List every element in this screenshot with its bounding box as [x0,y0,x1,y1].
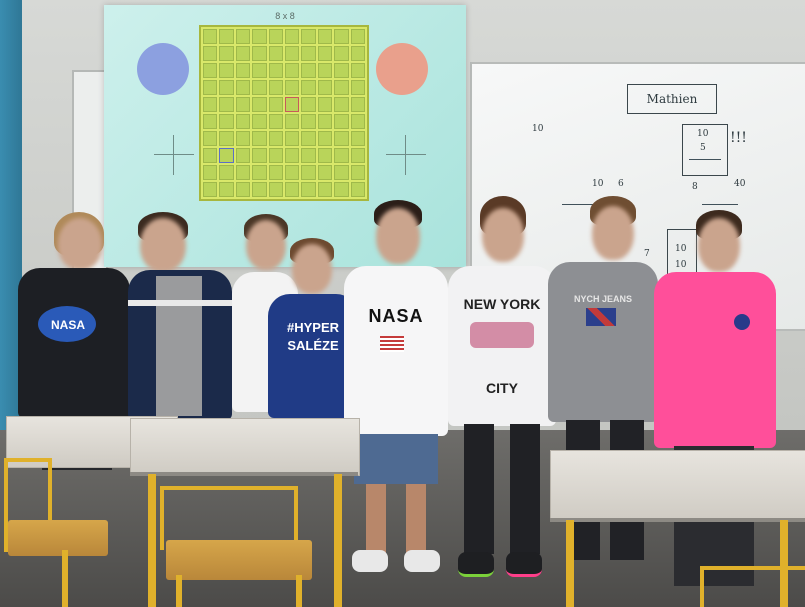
blurred-face [140,218,186,272]
score-value: 10 [675,244,687,254]
chair-leg [176,575,182,607]
blue-circle [137,43,189,95]
grid-cell [334,165,348,180]
leg [510,424,540,554]
grid-cell [236,46,250,61]
grid-cell [203,131,217,146]
blurred-face [58,218,102,270]
chair-leg [62,550,68,607]
club-badge-icon [734,314,750,330]
whiteboard-note: 8 [692,182,698,192]
white-hoodie [344,266,448,436]
us-flag-icon [380,336,404,352]
grid-cell [318,46,332,61]
grid-cell [203,165,217,180]
grid-cell [318,165,332,180]
grid-cell [236,148,250,163]
pink-hoodie [654,272,776,448]
grid-cell [236,80,250,95]
grid-cell [236,63,250,78]
grid-cell [269,131,283,146]
grid-cell [318,97,332,112]
grid-cell [269,114,283,129]
shirt-text: NYCH JEANS [573,294,632,304]
desk [130,418,360,476]
grid-cell [236,182,250,197]
leg [366,484,386,554]
grid-cell [269,182,283,197]
grid-cell [269,29,283,44]
shirt-text: CITY [486,380,518,396]
denim-shorts [354,434,438,484]
sneaker [352,550,388,572]
grid-cell [203,46,217,61]
grid-cell [269,46,283,61]
grid-cell [236,97,250,112]
grid-cell [285,165,299,180]
grid-cell [351,148,365,163]
grid-cell [269,80,283,95]
grid-cell [285,114,299,129]
grid-cell [334,182,348,197]
grid-cell [334,114,348,129]
grid-cell [252,80,266,95]
grid-cell [351,114,365,129]
sneaker [404,550,440,572]
grid-cell [301,182,315,197]
whiteboard-exclaim: !!! [730,130,747,146]
black-hoodie [18,268,130,418]
number-grid [199,25,369,201]
score-value: 10 [697,129,709,139]
white-stripe [128,300,232,306]
whiteboard-note: 6 [618,179,624,189]
grid-cell [334,97,348,112]
uk-flag-icon [586,308,616,326]
grid-cell [252,182,266,197]
grid-cell [285,63,299,78]
blurred-face [698,218,740,272]
grid-cell [203,63,217,78]
sneaker [506,552,542,577]
grid-cell [351,131,365,146]
desk-edge [550,518,805,522]
chair-leg [296,575,302,607]
grid-cell [285,131,299,146]
grey-tshirt [156,276,202,416]
grid-cell [219,131,233,146]
grid-cell [301,148,315,163]
grid-cell [318,29,332,44]
grid-cell [334,131,348,146]
whiteboard-note: 40 [734,179,746,189]
grid-cell [203,80,217,95]
shirt-text: #HYPER [286,320,340,335]
grid-cell [334,46,348,61]
blurred-face [376,208,420,264]
grid-cell [301,114,315,129]
grid-cell [252,97,266,112]
grid-cell [236,131,250,146]
person [654,210,780,607]
grid-cell [236,29,250,44]
grid-cell [236,165,250,180]
grid-cell [351,29,365,44]
score-value: 5 [700,143,706,153]
grid-cell [252,148,266,163]
grid-cell [334,80,348,95]
grid-cell [301,46,315,61]
whiteboard-note: 10 [592,179,604,189]
leg [406,484,426,554]
person [448,196,558,596]
leg [464,424,494,554]
grid-cell [285,97,299,112]
pen-stroke [689,159,721,160]
person [548,196,660,606]
whiteboard-score-box [682,124,728,176]
grid-cell [203,182,217,197]
grid-cell [219,182,233,197]
whiteboard-note: 7 [644,249,650,259]
print-graphic [470,322,534,348]
grid-cell [269,63,283,78]
grid-cell [301,97,315,112]
grid-cell [236,114,250,129]
grid-cell [252,46,266,61]
grid-cell [285,29,299,44]
grid-cell [285,182,299,197]
projection-title: 8 x 8 [275,11,295,21]
grid-cell [285,148,299,163]
blurred-face [482,208,524,262]
grid-cell [269,165,283,180]
shirt-text: SALÉZE [287,338,339,353]
grid-cell [301,80,315,95]
grid-cell [285,80,299,95]
grid-cell [269,148,283,163]
grid-cell [203,114,217,129]
grid-cell [219,63,233,78]
grid-cell [334,29,348,44]
score-value: 10 [675,260,687,270]
grid-cell [252,131,266,146]
grid-cell [269,97,283,112]
chair-frame [700,566,805,607]
grid-cell [301,29,315,44]
grid-cell [351,165,365,180]
grid-cell [285,46,299,61]
blurred-face [292,244,332,294]
grid-cell [219,29,233,44]
grid-cell [219,114,233,129]
desk [550,450,805,522]
pen-stroke [702,204,738,205]
desk-leg [334,474,342,607]
grey-sweatshirt [548,262,658,422]
desk-edge [130,472,358,476]
grid-cell [351,182,365,197]
grid-cell [252,165,266,180]
grid-cell [301,131,315,146]
grid-cell [351,97,365,112]
white-hoodie [448,266,556,426]
red-circle [376,43,428,95]
grid-cell [334,63,348,78]
person [344,200,450,600]
chair-seat [166,540,312,580]
shirt-text: NEW YORK [463,296,541,312]
desk-leg [148,474,156,607]
grid-cell [351,80,365,95]
grid-cell [252,114,266,129]
whiteboard-name-box: Mathien [627,84,717,114]
grid-cell [301,63,315,78]
grid-cell [318,131,332,146]
shirt-text: NASA [50,318,85,332]
grid-cell [219,97,233,112]
crosshair-icon [154,135,194,175]
grid-cell [203,148,217,163]
grid-cell [318,63,332,78]
grid-cell [219,80,233,95]
shirt-text: NASA [368,306,424,326]
grid-cell [219,148,233,163]
grid-cell [252,63,266,78]
grid-cell [203,97,217,112]
grid-cell [351,46,365,61]
navy-jacket [128,270,232,420]
grid-cell [318,182,332,197]
whiteboard-note: 10 [532,124,544,134]
grid-cell [203,29,217,44]
grid-cell [219,165,233,180]
sneaker [458,552,494,577]
desk-leg [566,520,574,607]
grid-cell [301,165,315,180]
chair-seat [8,520,108,556]
grid-cell [318,114,332,129]
crosshair-icon [386,135,426,175]
grid-cell [351,63,365,78]
grid-cell [334,148,348,163]
blurred-face [592,206,634,260]
grid-cell [318,148,332,163]
grid-cell [318,80,332,95]
grid-cell [219,46,233,61]
grid-cell [252,29,266,44]
